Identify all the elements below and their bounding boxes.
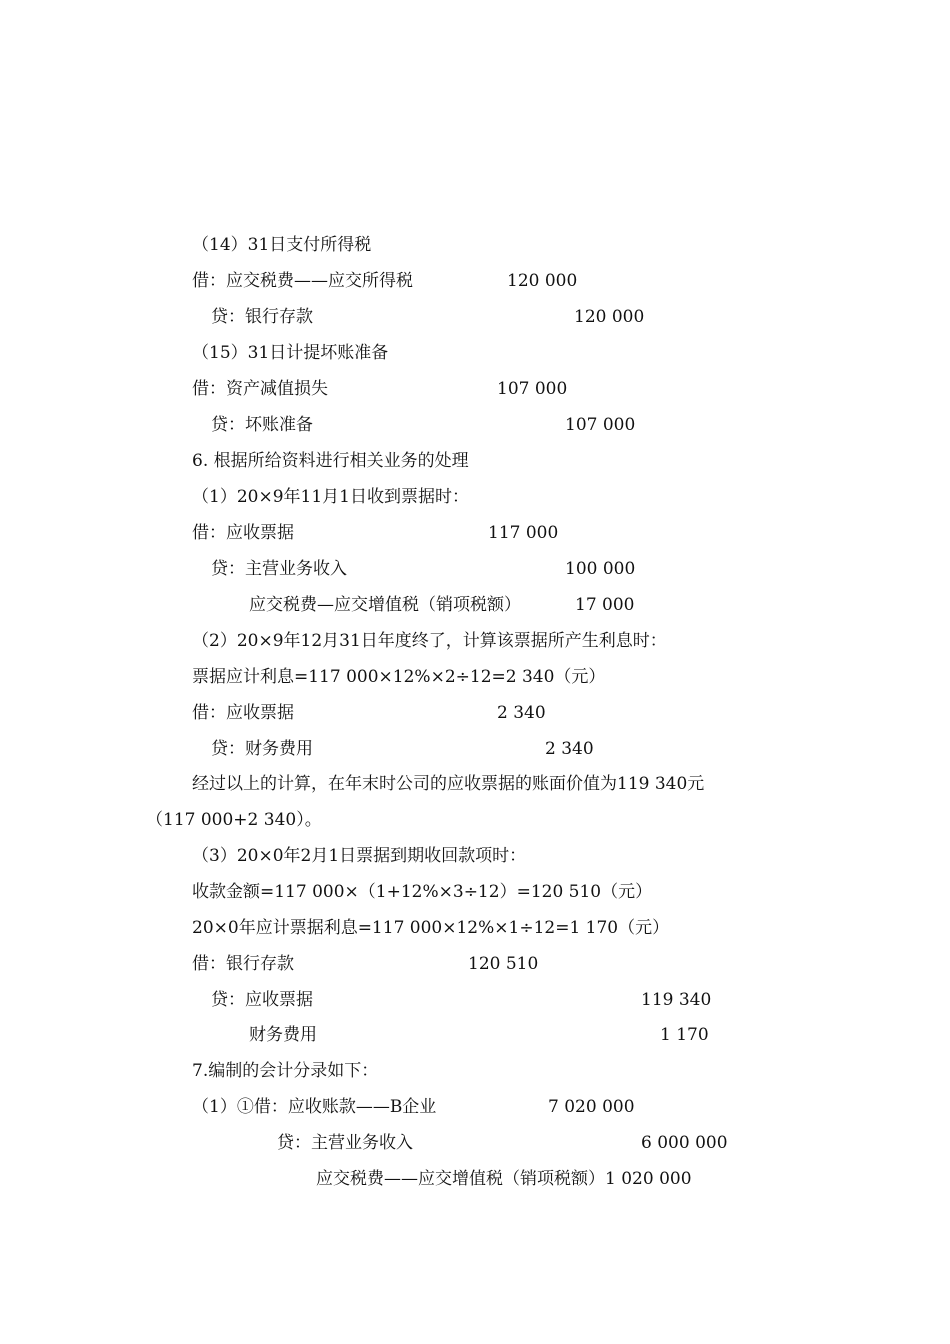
debit-line-label: 借：银行存款 [192, 954, 294, 974]
credit-line-amount: 1 170 [660, 1025, 709, 1045]
credit-line-amount: 6 000 000 [641, 1133, 728, 1153]
entry-heading-14: （14）31日支付所得税 [192, 235, 372, 255]
formula-line: 20×0年应计票据利息=117 000×12%×1÷12=1 170（元） [192, 918, 670, 938]
paragraph-line: （117 000+2 340）。 [146, 810, 322, 830]
debit-line-amount: 117 000 [488, 523, 559, 543]
debit-line-amount: 120 510 [468, 954, 539, 974]
credit-line-label: 贷：主营业务收入 [277, 1133, 413, 1153]
debit-line-amount: 2 340 [497, 703, 546, 723]
credit-line-label: 贷：银行存款 [211, 307, 313, 327]
debit-line-amount: 107 000 [497, 379, 568, 399]
credit-line-label: 贷：坏账准备 [211, 415, 313, 435]
debit-line-label: 借：资产减值损失 [192, 379, 328, 399]
debit-line-amount: 7 020 000 [548, 1097, 635, 1117]
debit-line-amount: 120 000 [507, 271, 578, 291]
step-heading: （2）20×9年12月31日年度终了，计算该票据所产生利息时： [192, 631, 667, 651]
credit-line-amount: 120 000 [574, 307, 645, 327]
step-heading: （1）20×9年11月1日收到票据时： [192, 487, 469, 507]
credit-line-label: 贷：财务费用 [211, 739, 313, 759]
debit-line-label: （1）①借：应收账款——B企业 [192, 1097, 437, 1117]
credit-line-amount: 119 340 [641, 990, 712, 1010]
credit-line-label: 应交税费——应交增值税（销项税额）1 020 000 [316, 1169, 692, 1189]
formula-line: 票据应计利息=117 000×12%×2÷12=2 340（元） [192, 667, 606, 687]
credit-line-label: 贷：应收票据 [211, 990, 313, 1010]
credit-line-label: 财务费用 [249, 1025, 317, 1045]
credit-line-label: 贷：主营业务收入 [211, 559, 347, 579]
step-heading: （3）20×0年2月1日票据到期收回款项时： [192, 846, 527, 866]
credit-line-label: 应交税费—应交增值税（销项税额） [249, 595, 521, 615]
debit-line-label: 借：应收票据 [192, 523, 294, 543]
credit-line-amount: 17 000 [575, 595, 635, 615]
section-heading-7: 7.编制的会计分录如下： [192, 1061, 379, 1081]
paragraph-line: 经过以上的计算，在年末时公司的应收票据的账面价值为119 340元 [192, 774, 705, 794]
debit-line-label: 借：应交税费——应交所得税 [192, 271, 413, 291]
debit-line-label: 借：应收票据 [192, 703, 294, 723]
credit-line-amount: 107 000 [565, 415, 636, 435]
section-heading-6: 6. 根据所给资料进行相关业务的处理 [192, 451, 469, 471]
entry-heading-15: （15）31日计提坏账准备 [192, 343, 389, 363]
formula-line: 收款金额=117 000×（1+12%×3÷12）=120 510（元） [192, 882, 653, 902]
credit-line-amount: 2 340 [545, 739, 594, 759]
credit-line-amount: 100 000 [565, 559, 636, 579]
